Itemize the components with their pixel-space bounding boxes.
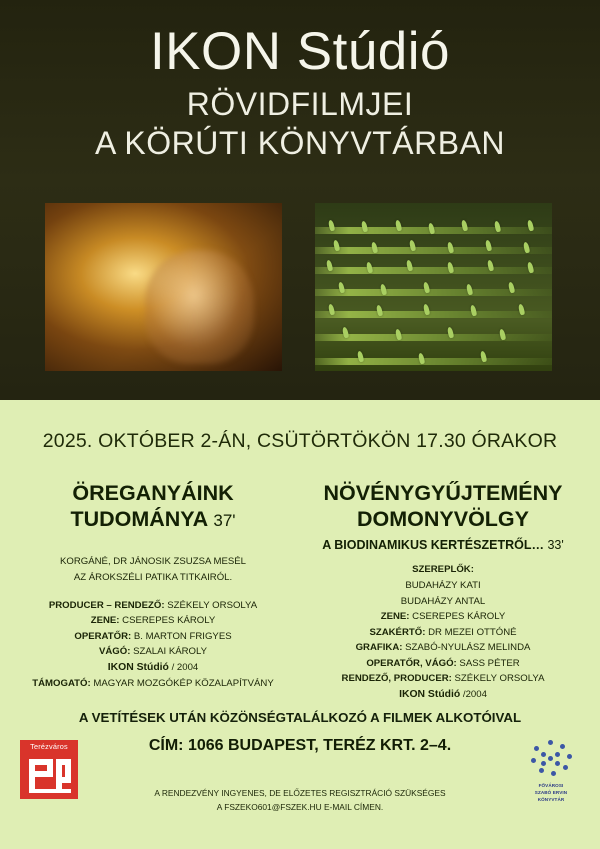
credit-key: ZENE: (90, 615, 120, 627)
credit-value: B. MARTON FRIGYES (133, 630, 232, 642)
page-title: IKON Stúdió (149, 22, 451, 81)
credit-row (22, 660, 284, 677)
credit-key: PRODUCER – RENDEZŐ: (48, 599, 165, 611)
credit-row (312, 640, 574, 656)
title-subtitle-2: A KÖRÚTI KÖNYVTÁRBAN (94, 124, 506, 161)
terezvaros-crest-icon (20, 753, 78, 799)
terezvaros-logo (20, 740, 78, 799)
credit-key: ZENE: (380, 611, 410, 623)
event-date: 2025. OKTÓBER 2-ÁN, CSÜTÖRTÖKÖN 17.30 ÓRAKOR (42, 430, 558, 452)
film-title-left (22, 480, 284, 532)
terezvaros-logo-label: Terézváros (20, 740, 78, 753)
audience-meeting-note: A VETÍTÉSEK UTÁN KÖZÖNSÉGTALÁLKOZÓ A FILMEK ALKOTÓIVAL (78, 710, 522, 725)
credit-row (312, 625, 574, 641)
film-block-right (312, 480, 574, 704)
title-subtitle-1: RÖVIDFILMJEI (186, 85, 414, 122)
venue-address: CÍM: 1066 BUDAPEST, TERÉZ KRT. 2–4. (148, 737, 452, 754)
film-right-subtitle (312, 538, 574, 552)
credit-row (312, 578, 574, 594)
credit-value: SZÉKELY ORSOLYA (454, 673, 545, 685)
credit-row (22, 613, 284, 629)
credit-value: SZALAI KÁROLY (133, 646, 208, 658)
credit-value: SASS PÉTER (459, 657, 520, 669)
credit-row (312, 656, 574, 672)
film-left-description (22, 554, 284, 585)
credit-value: CSEREPES KÁROLY (412, 611, 506, 623)
film-block-left (22, 480, 284, 692)
credit-key: VÁGÓ: (98, 646, 131, 658)
film-title-right-line1: NÖVÉNYGYŰJTEMÉNY (323, 481, 563, 505)
credit-row (312, 594, 574, 610)
credit-row (22, 629, 284, 645)
registration-note-line1: A RENDEZVÉNY INGYENES, DE ELŐZETES REGISZTRÁCIÓ SZÜKSÉGES (154, 788, 446, 798)
film-right-desc-line1: SZEREPLŐK: (412, 564, 474, 576)
body-band (0, 400, 600, 849)
credit-key: GRAFIKA: (355, 642, 403, 654)
film-left-desc-line2: AZ ÁROKSZÉLI PATIKA TITKAIRÓL. (73, 571, 233, 583)
film-still-right (315, 203, 552, 371)
credit-row (22, 676, 284, 692)
film-title-right-line2: DOMONYVÖLGY (356, 507, 529, 532)
header-band (0, 0, 600, 400)
film-left-credits (22, 598, 284, 693)
film-length-left: 37' (213, 511, 236, 531)
credit-row (312, 687, 574, 704)
credit-key: TÁMOGATÓ: (32, 678, 91, 690)
film-length-right: 33' (547, 538, 564, 553)
credit-value: / 2004 (171, 661, 199, 673)
fszek-logo-line1: FŐVÁROSI (538, 783, 564, 788)
credit-row (312, 671, 574, 687)
fszek-dots-icon (529, 740, 573, 780)
fszek-logo-line2: SZABÓ ERVIN (534, 789, 568, 795)
credit-value: /2004 (462, 688, 487, 700)
film-still-left (45, 203, 282, 371)
film-left-desc-line1: KORGÁNÉ, DR JÁNOSIK ZSUZSA MESÉL (59, 556, 247, 568)
credit-key: OPERATŐR, VÁGÓ: (366, 657, 457, 669)
credit-value: MAGYAR MOZGÓKÉP KÖZALAPÍTVÁNY (93, 678, 274, 690)
registration-note (0, 786, 600, 815)
credit-row (22, 598, 284, 614)
film-right-credits (312, 562, 574, 703)
credit-key: RENDEZŐ, PRODUCER: (341, 673, 452, 685)
credit-value: BUDAHÁZY ANTAL (400, 595, 486, 607)
credit-row (312, 609, 574, 625)
film-title-left-line2: TUDOMÁNYA (70, 507, 208, 532)
title-block (0, 24, 600, 162)
fszek-logo (520, 740, 582, 804)
credit-value: SZÉKELY ORSOLYA (167, 599, 258, 611)
film-title-right (312, 480, 574, 532)
credit-value: BUDAHÁZY KATI (405, 579, 481, 591)
film-title-left-line1: ÖREGANYÁINK (72, 481, 234, 505)
credit-value: CSEREPES KÁROLY (122, 615, 216, 627)
credit-key: OPERATŐR: (74, 630, 132, 642)
fszek-logo-line3: KÖNYVTÁR (537, 796, 565, 802)
credit-key: IKON Stúdió (399, 688, 461, 700)
credit-key: SZAKÉRTŐ: (369, 626, 426, 638)
registration-note-line2: A FSZEKO601@FSZEK.HU E-MAIL CÍMEN. (216, 802, 384, 813)
film-right-subtitle-text: A BIODINAMIKUS KERTÉSZETRŐL… (322, 538, 544, 553)
credit-key: IKON Stúdió (107, 661, 169, 673)
credit-value: DR MEZEI OTTÓNÉ (428, 626, 517, 638)
credit-row (22, 644, 284, 660)
credit-value: SZABÓ-NYULÁSZ MELINDA (405, 642, 531, 654)
